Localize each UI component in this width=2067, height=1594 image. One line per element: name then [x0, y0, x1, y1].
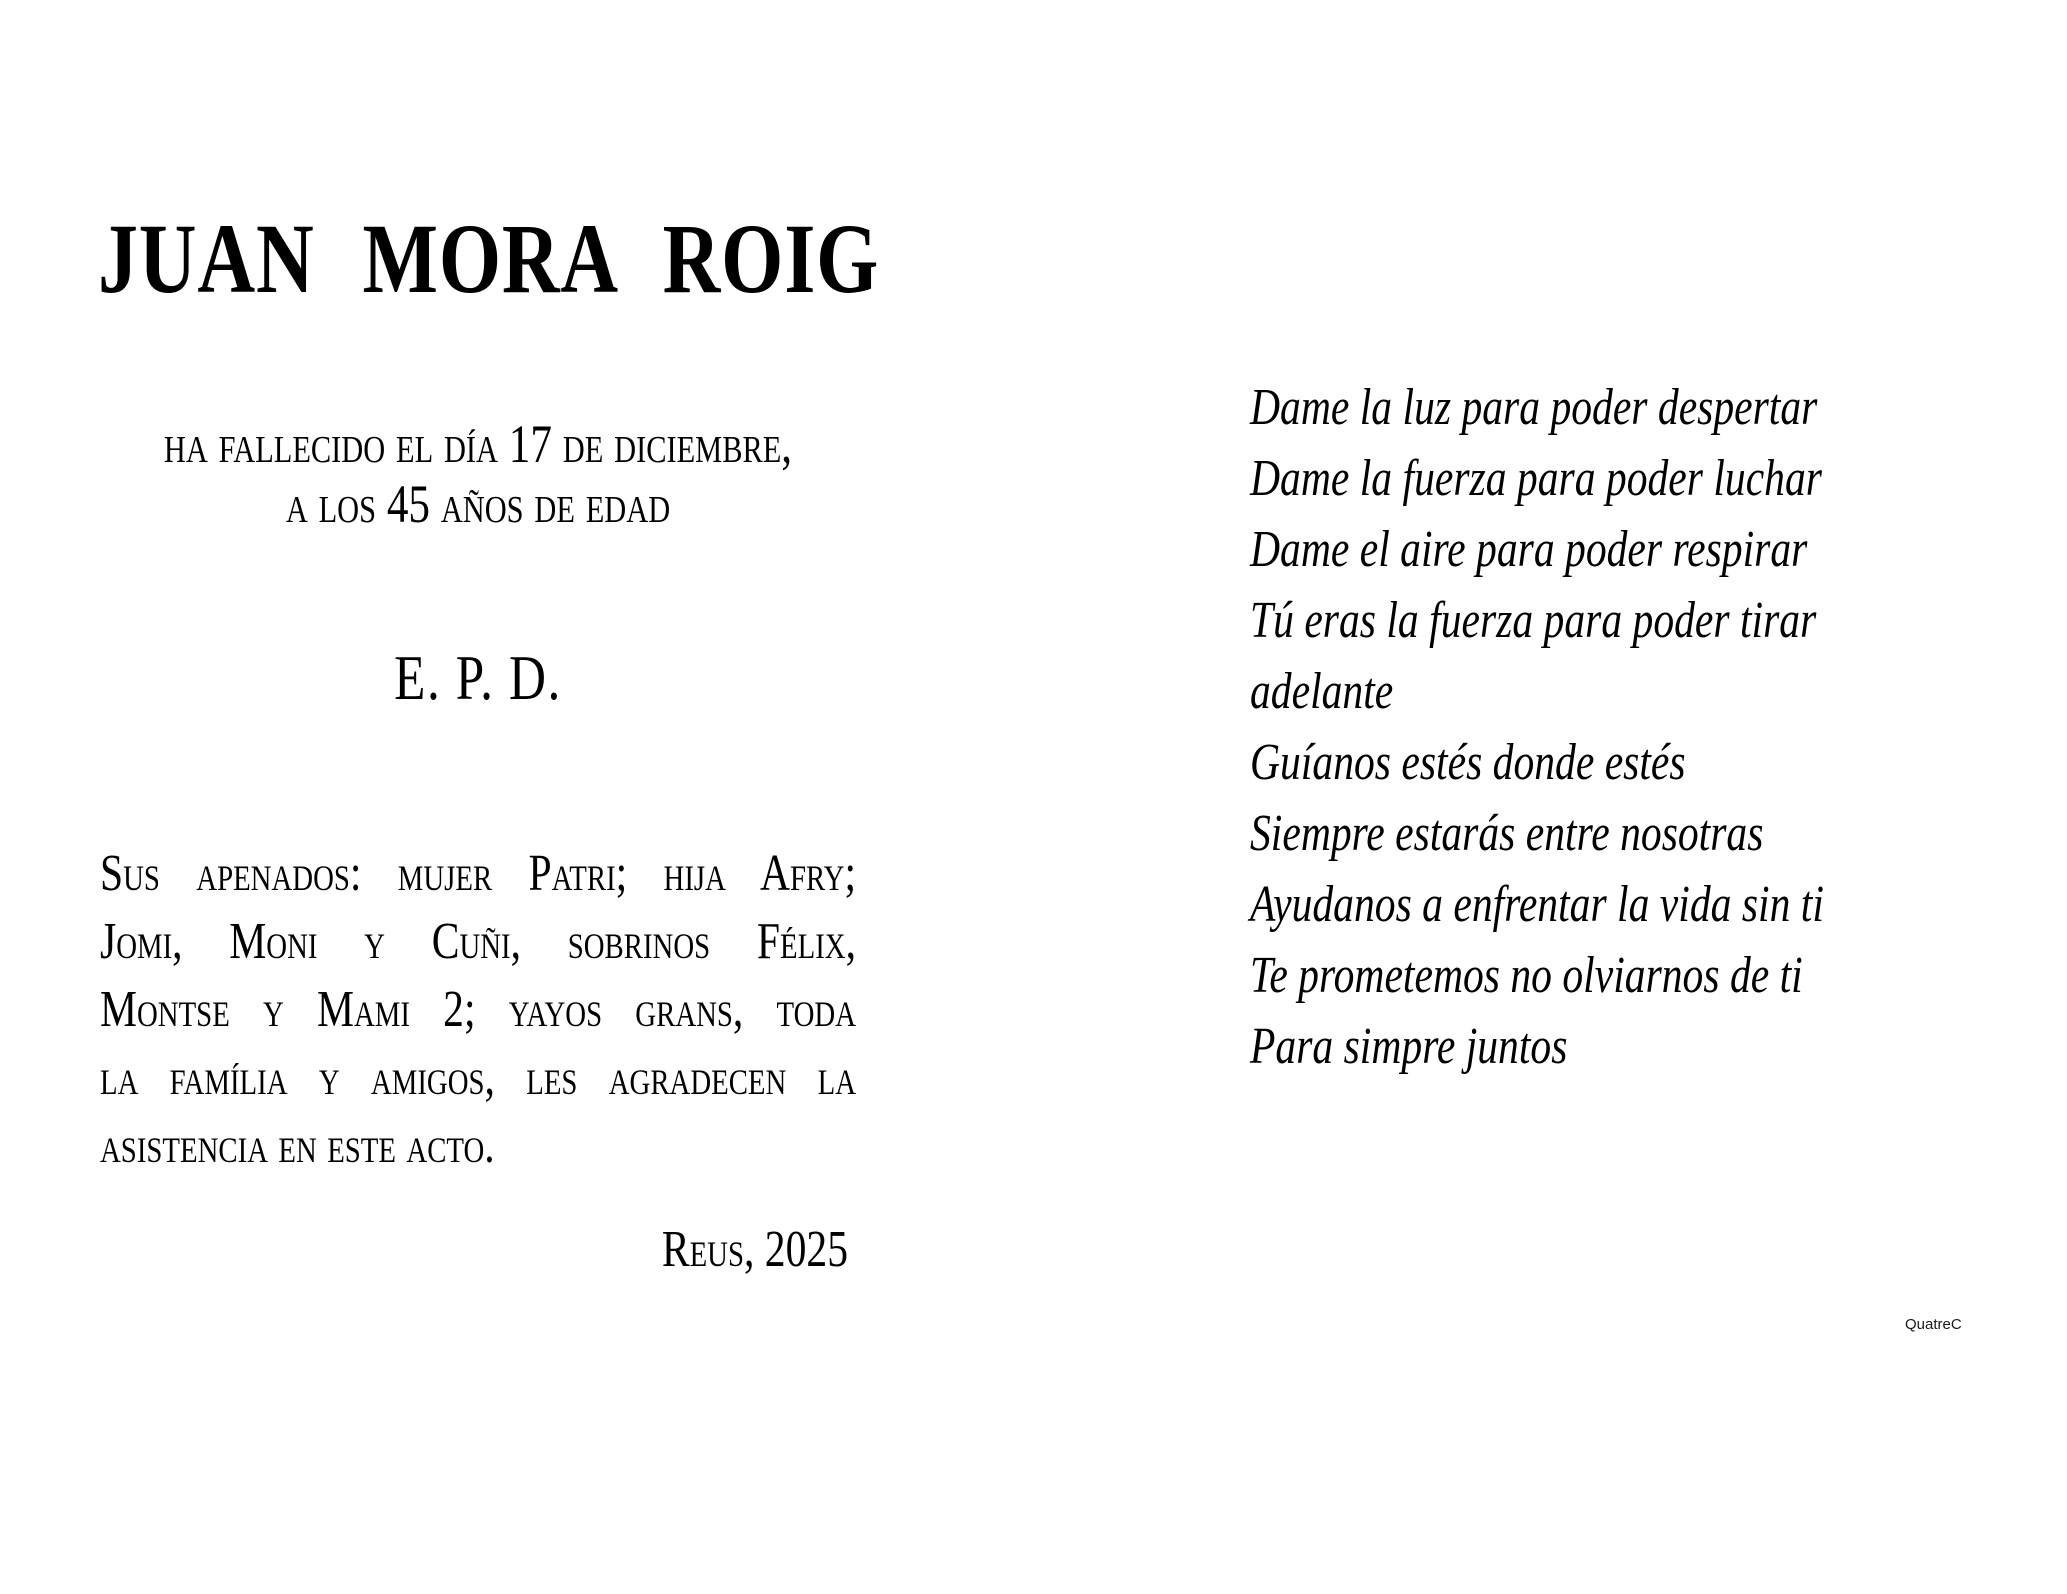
acknowledgement-line: asistencia en este acto. [100, 1117, 495, 1174]
poem-line: Dame la fuerza para poder luchar [1250, 450, 1822, 507]
acknowledgement-line: la família y amigos, les agradecen la [100, 1049, 856, 1106]
poem-line: Tú eras la fuerza para poder tirar [1250, 592, 1817, 649]
deceased-name: JUAN MORA ROIG [98, 203, 880, 314]
acknowledgement-line: Montse y Mami 2; yayos grans, toda [100, 981, 856, 1038]
death-notice-line: a los 45 años de edad [285, 474, 671, 534]
poem-line: Dame el aire para poder respirar [1250, 521, 1808, 578]
acknowledgement-line: Jomi, Moni y Cuñi, sobrinos Félix, [100, 913, 856, 970]
epd-abbreviation: E. P. D. [394, 642, 562, 713]
poem-line: Dame la luz para poder despertar [1250, 379, 1818, 436]
poem-line: Ayudanos a enfrentar la vida sin ti [1250, 876, 1824, 933]
poem-line: Para simpre juntos [1250, 1018, 1568, 1075]
poem-line: Te prometemos no olviarnos de ti [1250, 947, 1803, 1004]
death-notice [100, 414, 856, 534]
memorial-poem [1250, 372, 1970, 1082]
family-acknowledgement [100, 840, 856, 1180]
printer-brand: QuatreC [1905, 1316, 1962, 1333]
poem-line: adelante [1250, 663, 1394, 720]
poem-line: Guíanos estés donde estés [1250, 734, 1686, 791]
poem-line: Siempre estarás entre nosotras [1250, 805, 1764, 862]
death-notice-line: ha fallecido el día 17 de diciembre, [163, 414, 793, 474]
acknowledgement-line: Sus apenados: mujer Patri; hija Afry; [100, 845, 856, 902]
place-and-year: Reus, 2025 [661, 1221, 848, 1278]
